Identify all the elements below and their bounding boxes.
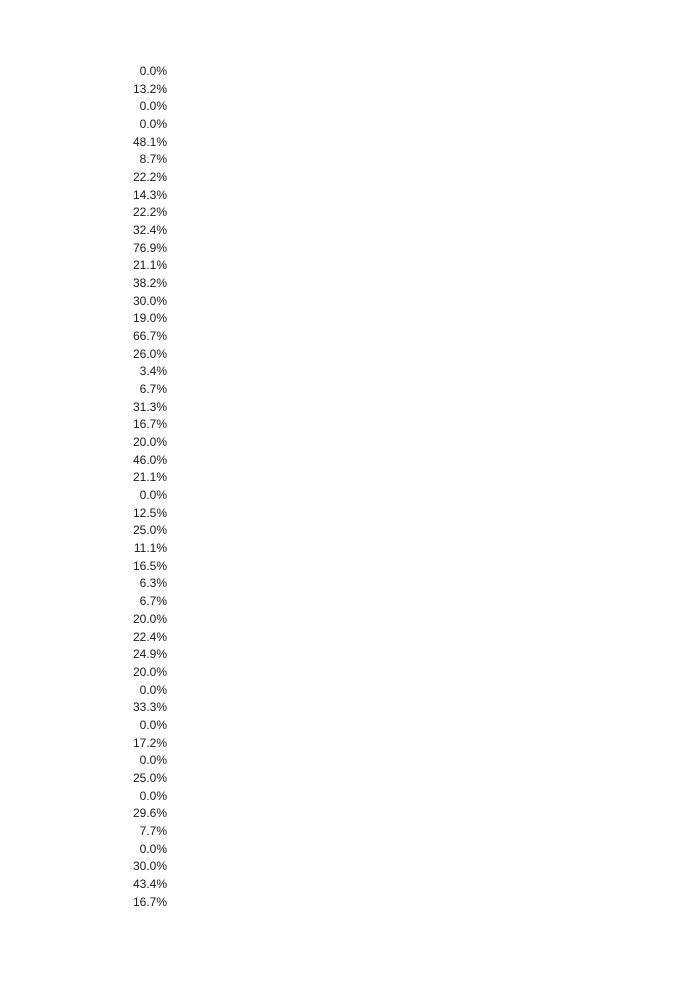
percentage-cell: 3.4% — [139, 364, 167, 379]
percentage-cell: 0.0% — [139, 753, 167, 768]
percentage-cell: 0.0% — [139, 841, 167, 856]
percentage-cell: 16.7% — [132, 417, 167, 432]
percentage-cell: 25.0% — [132, 523, 167, 538]
percentage-cell: 22.4% — [132, 629, 167, 644]
percentage-cell: 0.0% — [139, 117, 167, 132]
percentage-cell: 32.4% — [132, 223, 167, 238]
percentage-cell: 30.0% — [132, 293, 167, 308]
percentage-cell: 0.0% — [139, 717, 167, 732]
percentage-cell: 26.0% — [132, 346, 167, 361]
percentage-cell: 20.0% — [132, 664, 167, 679]
percentage-cell: 22.2% — [132, 170, 167, 185]
percentage-cell: 14.3% — [132, 187, 167, 202]
percentage-cell: 31.3% — [132, 399, 167, 414]
percentage-cell: 43.4% — [132, 876, 167, 891]
percentage-cell: 30.0% — [132, 859, 167, 874]
percentage-cell: 17.2% — [132, 735, 167, 750]
percentage-cell: 0.0% — [139, 99, 167, 114]
percentage-cell: 20.0% — [132, 435, 167, 450]
percentage-cell: 13.2% — [132, 81, 167, 96]
percentage-cell: 8.7% — [139, 152, 167, 167]
percentage-cell: 11.1% — [133, 541, 167, 556]
percentage-cell: 0.0% — [139, 64, 167, 78]
percentage-cell: 6.7% — [139, 382, 167, 397]
percentage-column — [100, 63, 167, 911]
percentage-cell: 7.7% — [139, 823, 167, 838]
percentage-cell: 48.1% — [132, 134, 167, 149]
percentage-cell: 29.6% — [132, 806, 167, 821]
percentage-cell: 6.3% — [139, 576, 167, 591]
percentage-cell: 21.1% — [132, 470, 167, 485]
percentage-cell: 16.7% — [132, 894, 167, 909]
percentage-cell: 38.2% — [132, 276, 167, 291]
percentage-cell: 24.9% — [132, 647, 167, 662]
percentage-cell: 0.0% — [139, 488, 167, 503]
percentage-cell: 19.0% — [132, 311, 167, 326]
percentage-cell: 12.5% — [132, 505, 167, 520]
percentage-cell: 20.0% — [132, 611, 167, 626]
percentage-cell: 6.7% — [139, 594, 167, 609]
percentage-cell: 76.9% — [132, 240, 167, 255]
percentage-cell: 0.0% — [139, 682, 167, 697]
percentage-cell: 25.0% — [132, 770, 167, 785]
percentage-cell: 66.7% — [132, 329, 167, 344]
percentage-cell: 22.2% — [132, 205, 167, 220]
percentage-cell: 16.5% — [132, 558, 167, 573]
percentage-cell: 0.0% — [139, 788, 167, 803]
percentage-cell: 33.3% — [132, 700, 167, 715]
percentage-cell: 46.0% — [132, 452, 167, 467]
percentage-cell: 21.1% — [132, 258, 167, 273]
